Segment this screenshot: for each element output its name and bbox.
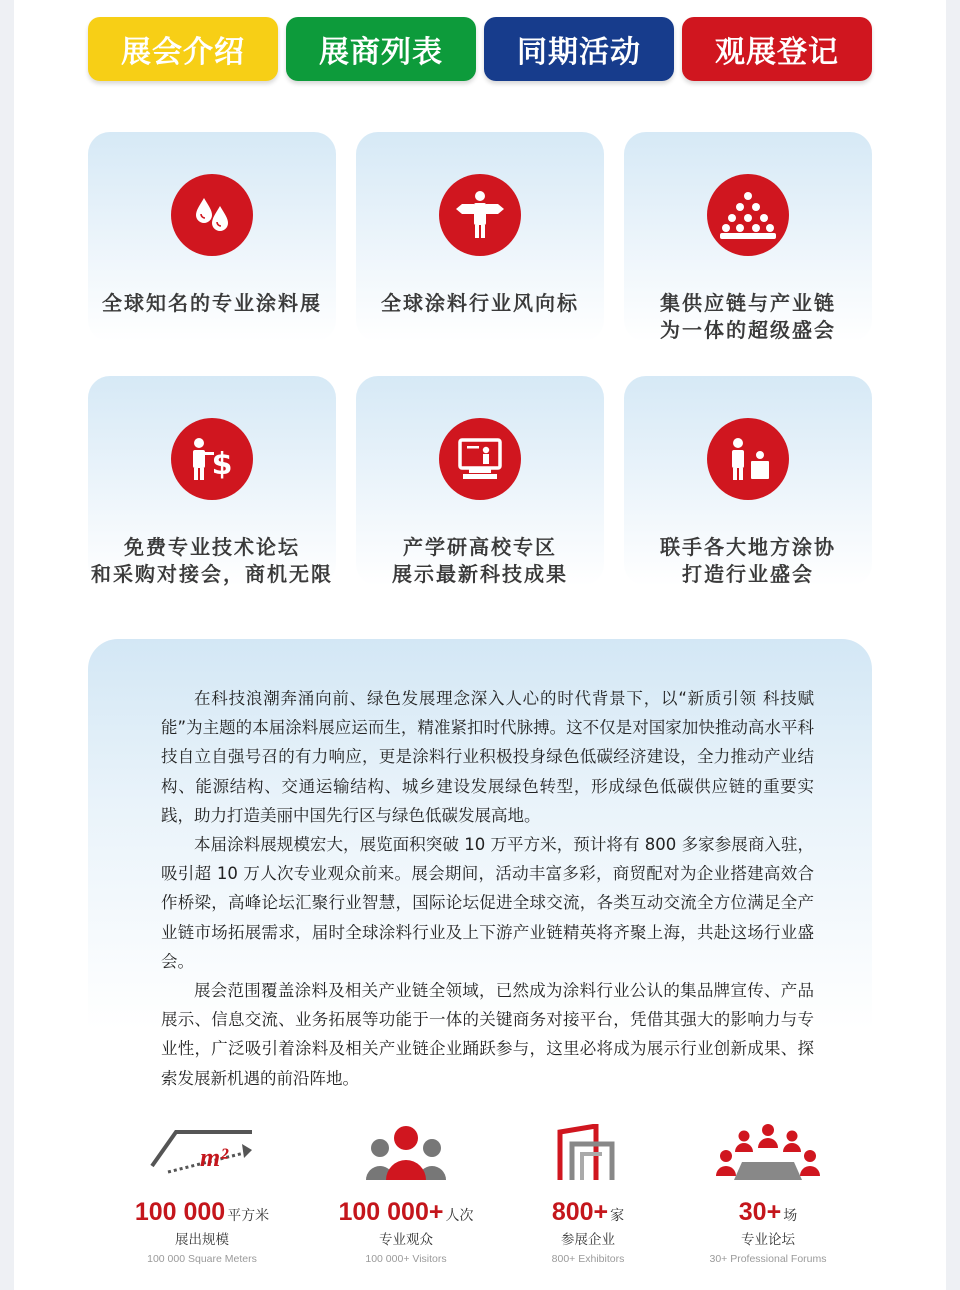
top-nav (88, 17, 872, 81)
stat-visitors (306, 1122, 506, 1268)
stat-plus: + (766, 1198, 782, 1226)
card-line: 联手各大地方涂协 (660, 535, 836, 559)
stat-number: 800 (551, 1198, 594, 1226)
page (14, 0, 946, 1290)
nav-button-concurrent-events[interactable]: 同期活动 (484, 17, 674, 81)
stat-unit: 家 (610, 1208, 625, 1224)
area-m2-icon (102, 1122, 302, 1198)
m2-glyph: m² (200, 1143, 229, 1172)
feature-card-supply-chain (624, 132, 872, 342)
audience-icon (707, 174, 789, 256)
card-text (356, 534, 604, 588)
card-line: 和采购对接会，商机无限 (91, 562, 333, 586)
signpost-person-icon (439, 174, 521, 256)
stat-unit: 平方米 (227, 1208, 270, 1224)
stat-number-line (306, 1198, 506, 1230)
stat-unit: 场 (783, 1208, 798, 1224)
stat-number: 30 (738, 1198, 767, 1226)
nav-button-exhibition-intro[interactable]: 展会介绍 (88, 17, 278, 81)
intro-paragraph: 本届涂料展规模宏大，展览面积突破 10 万平方米，预计将有 800 多家参展商入驻，吸引超 10 万人次专业观众前来。展会期间，活动丰富多彩，商贸配对为企业搭建高效合作桥梁，高峰论坛汇聚行业智慧，国际论坛促进全球交流，各类互动交流全方位满足全产业链市场拓展需求，届时全球涂料行业及上下游产业链精英将齐聚上海，共赴这场行业盛会。 (161, 835, 814, 971)
card-text (624, 290, 872, 344)
feature-card-local-associations (624, 376, 872, 586)
card-line: 为一体的超级盛会 (660, 318, 836, 342)
card-text (624, 534, 872, 588)
stat-label: 专业论坛 (741, 1232, 795, 1248)
stat-number-line (488, 1198, 688, 1230)
stat-number: 100 000 (338, 1198, 429, 1226)
visitors-icon (306, 1122, 506, 1198)
card-line: 打造行业盛会 (682, 562, 814, 586)
lecture-screen-icon (439, 418, 521, 500)
card-line: 免费专业技术论坛 (124, 535, 300, 559)
stat-en: 100 000+ Visitors (365, 1253, 447, 1265)
card-line: 全球知名的专业涂料展 (102, 291, 322, 315)
card-text (88, 290, 336, 317)
card-text (88, 534, 336, 588)
card-line: 产学研高校专区 (403, 535, 557, 559)
stat-unit: 人次 (445, 1208, 474, 1224)
stat-label: 专业观众 (379, 1232, 433, 1248)
stat-en: 30+ Professional Forums (709, 1253, 827, 1265)
exhibitor-building-icon (488, 1122, 688, 1198)
feature-card-global-known (88, 132, 336, 342)
nav-button-exhibitor-list[interactable]: 展商列表 (286, 17, 476, 81)
stat-forums (668, 1122, 868, 1268)
forum-table-icon (668, 1122, 868, 1198)
stat-label: 展出规模 (175, 1232, 229, 1248)
intro-paragraph: 在科技浪潮奔涌向前、绿色发展理念深入人心的时代背景下，以“新质引领 科技赋能”为主题的本届涂料展应运而生，精准紧扣时代脉搏。这不仅是对国家加快推动高水平科技自立自强号召的有力响应，更是涂料行业积极投身绿色低碳经济建设，全力推动产业结构、能源结构、交通运输结构、城乡建设发展绿色转型，形成绿色低碳供应链的重要实践，助力打造美丽中国先行区与绿色低碳发展高地。 (161, 689, 814, 825)
stat-plus: + (428, 1198, 444, 1226)
stat-label: 参展企业 (561, 1232, 615, 1248)
card-line: 全球涂料行业风向标 (381, 291, 579, 315)
stat-en: 800+ Exhibitors (551, 1253, 625, 1265)
stat-en: 100 000 Square Meters (147, 1253, 257, 1265)
feature-card-free-forum (88, 376, 336, 586)
presenter-dollar-icon (171, 418, 253, 500)
intro-text (161, 684, 814, 1093)
meeting-table-icon (707, 418, 789, 500)
feature-card-university-zone (356, 376, 604, 586)
stat-number: 100 000 (134, 1198, 226, 1226)
nav-button-visitor-registration[interactable]: 观展登记 (682, 17, 872, 81)
stat-exhibitors (488, 1122, 688, 1268)
intro-paragraph: 展会范围覆盖涂料及相关产业链全领域，已然成为涂料行业公认的集品牌宣传、产品展示、信息交流、业务拓展等功能于一体的关键商务对接平台，凭借其强大的影响力与专业性，广泛吸引着涂料及相关产业链企业踊跃参与，这里必将成为展示行业创新成果、探索发展新机遇的前沿阵地。 (161, 981, 814, 1088)
stat-number-line (102, 1198, 302, 1230)
water-drops-icon (171, 174, 253, 256)
card-line: 展示最新科技成果 (392, 562, 568, 586)
card-line: 集供应链与产业链 (660, 291, 836, 315)
stat-exhibition-area (102, 1122, 302, 1268)
stat-plus: + (593, 1198, 609, 1226)
svg-text:$: $ (211, 447, 233, 482)
card-text (356, 290, 604, 317)
stat-number-line (668, 1198, 868, 1230)
feature-card-industry-vane (356, 132, 604, 342)
